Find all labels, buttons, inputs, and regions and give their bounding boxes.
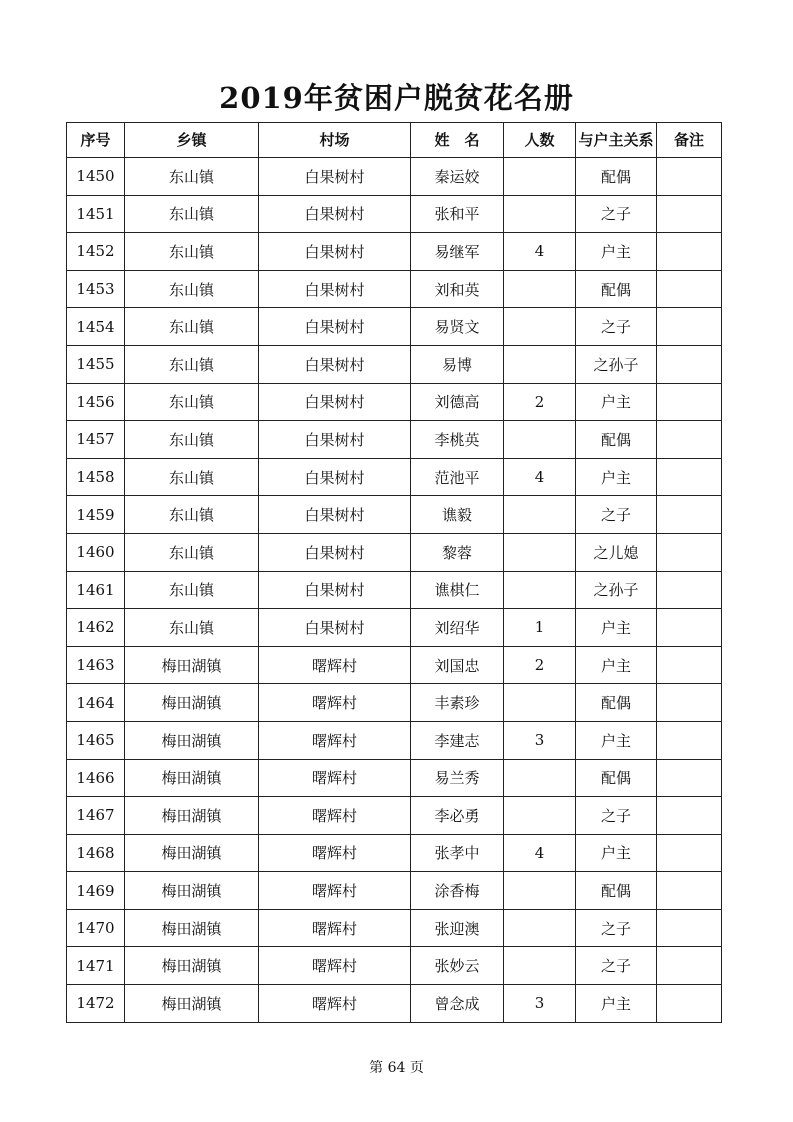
- cell-count: 3: [504, 985, 576, 1023]
- cell-note: [657, 458, 722, 496]
- table-row: [67, 609, 722, 647]
- cell-relation: 配偶: [576, 684, 657, 722]
- cell-name: 易贤文: [411, 308, 504, 346]
- table-row: [67, 345, 722, 383]
- cell-name: 涂香梅: [411, 872, 504, 910]
- cell-count: [504, 797, 576, 835]
- roster-table: [66, 122, 722, 1023]
- cell-count: [504, 947, 576, 985]
- cell-relation: 户主: [576, 721, 657, 759]
- cell-town: 梅田湖镇: [125, 985, 259, 1023]
- cell-relation: 户主: [576, 834, 657, 872]
- cell-note: [657, 684, 722, 722]
- header-village: 村场: [259, 123, 411, 158]
- cell-name: 张迎澳: [411, 909, 504, 947]
- cell-name: 谯毅: [411, 496, 504, 534]
- cell-relation: 配偶: [576, 872, 657, 910]
- table-row: [67, 872, 722, 910]
- table-row: [67, 233, 722, 271]
- cell-village: 白果树村: [259, 383, 411, 421]
- cell-count: [504, 345, 576, 383]
- cell-seq: 1450: [67, 158, 125, 196]
- header-count: 人数: [504, 123, 576, 158]
- cell-relation: 户主: [576, 609, 657, 647]
- cell-count: [504, 909, 576, 947]
- cell-note: [657, 195, 722, 233]
- cell-village: 白果树村: [259, 571, 411, 609]
- cell-count: [504, 270, 576, 308]
- cell-village: 白果树村: [259, 609, 411, 647]
- table-row: [67, 797, 722, 835]
- cell-village: 曙辉村: [259, 759, 411, 797]
- cell-relation: 之子: [576, 909, 657, 947]
- cell-seq: 1460: [67, 533, 125, 571]
- cell-town: 梅田湖镇: [125, 721, 259, 759]
- cell-count: 4: [504, 834, 576, 872]
- cell-seq: 1466: [67, 759, 125, 797]
- page-number: 第 64 页: [369, 1060, 424, 1076]
- table-row: [67, 158, 722, 196]
- cell-seq: 1467: [67, 797, 125, 835]
- cell-name: 曾念成: [411, 985, 504, 1023]
- cell-relation: 户主: [576, 646, 657, 684]
- cell-town: 东山镇: [125, 458, 259, 496]
- cell-name: 范池平: [411, 458, 504, 496]
- cell-seq: 1451: [67, 195, 125, 233]
- table-header-row: [67, 123, 722, 158]
- table-row: [67, 684, 722, 722]
- table-row: [67, 496, 722, 534]
- cell-seq: 1454: [67, 308, 125, 346]
- cell-town: 东山镇: [125, 270, 259, 308]
- cell-count: 3: [504, 721, 576, 759]
- cell-town: 东山镇: [125, 383, 259, 421]
- cell-town: 东山镇: [125, 496, 259, 534]
- cell-note: [657, 834, 722, 872]
- cell-village: 曙辉村: [259, 947, 411, 985]
- cell-relation: 户主: [576, 458, 657, 496]
- cell-relation: 配偶: [576, 158, 657, 196]
- cell-town: 东山镇: [125, 571, 259, 609]
- cell-name: 刘和英: [411, 270, 504, 308]
- cell-village: 白果树村: [259, 158, 411, 196]
- cell-town: 东山镇: [125, 195, 259, 233]
- cell-count: 2: [504, 646, 576, 684]
- cell-town: 梅田湖镇: [125, 797, 259, 835]
- cell-name: 易博: [411, 345, 504, 383]
- cell-name: 李必勇: [411, 797, 504, 835]
- cell-seq: 1471: [67, 947, 125, 985]
- cell-relation: 之子: [576, 195, 657, 233]
- cell-count: 4: [504, 233, 576, 271]
- cell-town: 东山镇: [125, 308, 259, 346]
- cell-relation: 之子: [576, 947, 657, 985]
- cell-count: [504, 421, 576, 459]
- cell-name: 黎蓉: [411, 533, 504, 571]
- cell-village: 曙辉村: [259, 797, 411, 835]
- cell-relation: 之子: [576, 308, 657, 346]
- cell-count: [504, 496, 576, 534]
- cell-seq: 1453: [67, 270, 125, 308]
- cell-seq: 1468: [67, 834, 125, 872]
- cell-seq: 1458: [67, 458, 125, 496]
- cell-seq: 1459: [67, 496, 125, 534]
- cell-count: [504, 533, 576, 571]
- table-row: [67, 421, 722, 459]
- cell-town: 梅田湖镇: [125, 834, 259, 872]
- cell-relation: 配偶: [576, 270, 657, 308]
- cell-name: 张和平: [411, 195, 504, 233]
- cell-count: [504, 308, 576, 346]
- cell-town: 梅田湖镇: [125, 759, 259, 797]
- cell-seq: 1465: [67, 721, 125, 759]
- cell-count: [504, 759, 576, 797]
- cell-seq: 1470: [67, 909, 125, 947]
- cell-town: 东山镇: [125, 158, 259, 196]
- cell-name: 张孝中: [411, 834, 504, 872]
- cell-count: [504, 195, 576, 233]
- cell-name: 张妙云: [411, 947, 504, 985]
- cell-village: 白果树村: [259, 195, 411, 233]
- cell-town: 东山镇: [125, 345, 259, 383]
- table-row: [67, 533, 722, 571]
- cell-note: [657, 947, 722, 985]
- cell-relation: 户主: [576, 985, 657, 1023]
- cell-name: 李建志: [411, 721, 504, 759]
- cell-town: 梅田湖镇: [125, 909, 259, 947]
- table-row: [67, 270, 722, 308]
- cell-count: 4: [504, 458, 576, 496]
- cell-count: [504, 684, 576, 722]
- cell-note: [657, 383, 722, 421]
- cell-village: 白果树村: [259, 270, 411, 308]
- cell-village: 白果树村: [259, 496, 411, 534]
- cell-name: 刘国忠: [411, 646, 504, 684]
- cell-village: 曙辉村: [259, 684, 411, 722]
- cell-town: 梅田湖镇: [125, 947, 259, 985]
- cell-note: [657, 270, 722, 308]
- cell-seq: 1457: [67, 421, 125, 459]
- cell-village: 曙辉村: [259, 646, 411, 684]
- cell-name: 刘绍华: [411, 609, 504, 647]
- table-row: [67, 985, 722, 1023]
- cell-seq: 1455: [67, 345, 125, 383]
- cell-seq: 1462: [67, 609, 125, 647]
- table-row: [67, 308, 722, 346]
- cell-count: 1: [504, 609, 576, 647]
- cell-name: 丰素珍: [411, 684, 504, 722]
- cell-town: 梅田湖镇: [125, 684, 259, 722]
- cell-town: 东山镇: [125, 533, 259, 571]
- cell-seq: 1472: [67, 985, 125, 1023]
- header-seq: 序号: [67, 123, 125, 158]
- cell-village: 曙辉村: [259, 909, 411, 947]
- cell-note: [657, 872, 722, 910]
- cell-note: [657, 496, 722, 534]
- cell-village: 曙辉村: [259, 872, 411, 910]
- cell-count: [504, 571, 576, 609]
- cell-village: 白果树村: [259, 308, 411, 346]
- cell-relation: 之儿媳: [576, 533, 657, 571]
- cell-count: [504, 872, 576, 910]
- cell-seq: 1464: [67, 684, 125, 722]
- cell-name: 谯棋仁: [411, 571, 504, 609]
- cell-seq: 1461: [67, 571, 125, 609]
- cell-village: 白果树村: [259, 533, 411, 571]
- cell-town: 梅田湖镇: [125, 872, 259, 910]
- table-row: [67, 646, 722, 684]
- cell-village: 白果树村: [259, 345, 411, 383]
- cell-name: 刘德高: [411, 383, 504, 421]
- table-row: [67, 909, 722, 947]
- cell-note: [657, 421, 722, 459]
- cell-relation: 配偶: [576, 421, 657, 459]
- cell-note: [657, 985, 722, 1023]
- cell-note: [657, 345, 722, 383]
- page-title: 2019年贫困户脱贫花名册: [219, 81, 574, 115]
- cell-note: [657, 571, 722, 609]
- cell-name: 易兰秀: [411, 759, 504, 797]
- cell-village: 白果树村: [259, 421, 411, 459]
- cell-town: 梅田湖镇: [125, 646, 259, 684]
- cell-seq: 1463: [67, 646, 125, 684]
- cell-note: [657, 721, 722, 759]
- cell-seq: 1456: [67, 383, 125, 421]
- table-row: [67, 458, 722, 496]
- cell-name: 秦运姣: [411, 158, 504, 196]
- cell-town: 东山镇: [125, 609, 259, 647]
- header-note: 备注: [657, 123, 722, 158]
- table-row: [67, 571, 722, 609]
- table-row: [67, 834, 722, 872]
- cell-note: [657, 533, 722, 571]
- cell-seq: 1469: [67, 872, 125, 910]
- cell-note: [657, 233, 722, 271]
- header-name: 姓 名: [411, 123, 504, 158]
- cell-count: [504, 158, 576, 196]
- cell-relation: 之子: [576, 797, 657, 835]
- table-row: [67, 947, 722, 985]
- cell-relation: 配偶: [576, 759, 657, 797]
- table-row: [67, 759, 722, 797]
- table-row: [67, 195, 722, 233]
- cell-note: [657, 797, 722, 835]
- table-row: [67, 721, 722, 759]
- cell-village: 曙辉村: [259, 721, 411, 759]
- cell-village: 白果树村: [259, 233, 411, 271]
- cell-town: 东山镇: [125, 421, 259, 459]
- cell-relation: 户主: [576, 383, 657, 421]
- cell-village: 曙辉村: [259, 834, 411, 872]
- cell-village: 曙辉村: [259, 985, 411, 1023]
- cell-seq: 1452: [67, 233, 125, 271]
- cell-relation: 之孙子: [576, 345, 657, 383]
- cell-relation: 之子: [576, 496, 657, 534]
- cell-village: 白果树村: [259, 458, 411, 496]
- header-town: 乡镇: [125, 123, 259, 158]
- table-row: [67, 383, 722, 421]
- cell-note: [657, 158, 722, 196]
- cell-relation: 户主: [576, 233, 657, 271]
- cell-town: 东山镇: [125, 233, 259, 271]
- cell-note: [657, 308, 722, 346]
- cell-relation: 之孙子: [576, 571, 657, 609]
- cell-name: 李桃英: [411, 421, 504, 459]
- cell-name: 易继军: [411, 233, 504, 271]
- cell-count: 2: [504, 383, 576, 421]
- cell-note: [657, 759, 722, 797]
- header-relation: 与户主关系: [576, 123, 657, 158]
- cell-note: [657, 609, 722, 647]
- cell-note: [657, 909, 722, 947]
- cell-note: [657, 646, 722, 684]
